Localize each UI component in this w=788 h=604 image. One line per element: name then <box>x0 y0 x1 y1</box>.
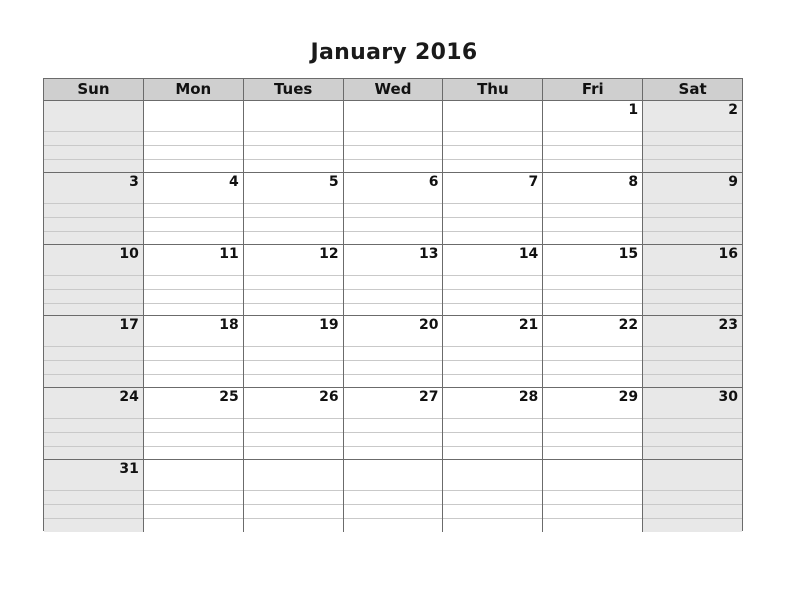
weekday-mon: Mon <box>144 79 244 100</box>
writing-line <box>244 446 343 447</box>
writing-line <box>144 432 243 433</box>
writing-line <box>443 303 542 304</box>
writing-line <box>543 203 642 204</box>
writing-line <box>543 360 642 361</box>
writing-line <box>443 346 542 347</box>
day-cell[interactable] <box>443 460 543 532</box>
writing-line <box>643 203 742 204</box>
day-cell[interactable] <box>244 388 344 459</box>
writing-line <box>244 231 343 232</box>
day-cell[interactable] <box>344 460 444 532</box>
writing-line <box>44 131 143 132</box>
writing-line <box>344 490 443 491</box>
day-number: 29 <box>618 389 639 406</box>
day-cell[interactable] <box>543 101 643 172</box>
writing-line <box>344 217 443 218</box>
day-cell[interactable] <box>643 316 742 387</box>
writing-line <box>144 374 243 375</box>
writing-line <box>344 374 443 375</box>
day-cell[interactable] <box>344 245 444 316</box>
writing-line <box>543 432 642 433</box>
writing-line <box>443 418 542 419</box>
writing-line <box>144 145 243 146</box>
day-number: 15 <box>618 245 639 262</box>
day-cell[interactable] <box>543 316 643 387</box>
writing-line <box>344 360 443 361</box>
day-cell[interactable] <box>643 101 742 172</box>
weekday-fri: Fri <box>543 79 643 100</box>
writing-line <box>44 159 143 160</box>
writing-line <box>543 374 642 375</box>
writing-line <box>443 432 542 433</box>
day-cell[interactable] <box>144 101 244 172</box>
writing-line <box>344 432 443 433</box>
writing-line <box>244 275 343 276</box>
day-number: 16 <box>718 245 739 262</box>
writing-line <box>543 159 642 160</box>
writing-line <box>344 145 443 146</box>
writing-line <box>244 346 343 347</box>
day-cell[interactable] <box>244 316 344 387</box>
weekday-wed: Wed <box>344 79 444 100</box>
day-cell[interactable] <box>244 173 344 244</box>
writing-line <box>44 504 143 505</box>
day-cell[interactable] <box>543 388 643 459</box>
writing-line <box>44 203 143 204</box>
writing-line <box>144 275 243 276</box>
writing-line <box>443 231 542 232</box>
writing-line <box>144 217 243 218</box>
day-number: 17 <box>119 317 139 334</box>
writing-line <box>244 518 343 519</box>
day-number: 18 <box>219 317 239 334</box>
day-cell[interactable] <box>44 388 144 459</box>
writing-line <box>244 504 343 505</box>
day-number: 24 <box>119 389 139 406</box>
day-number: 14 <box>518 245 539 262</box>
calendar-grid <box>43 78 743 531</box>
day-cell[interactable] <box>344 101 444 172</box>
week-row-5 <box>44 388 742 460</box>
writing-line <box>344 346 443 347</box>
writing-line <box>44 346 143 347</box>
day-cell[interactable] <box>244 245 344 316</box>
week-row-2 <box>44 173 742 245</box>
writing-line <box>443 131 542 132</box>
writing-line <box>144 360 243 361</box>
writing-line <box>44 432 143 433</box>
writing-line <box>344 504 443 505</box>
day-cell[interactable] <box>144 245 244 316</box>
writing-line <box>144 159 243 160</box>
writing-line <box>643 432 742 433</box>
day-number: 20 <box>418 317 439 334</box>
writing-line <box>344 159 443 160</box>
day-number: 6 <box>428 173 439 190</box>
weekday-header <box>44 79 742 101</box>
writing-line <box>44 231 143 232</box>
day-cell[interactable] <box>44 173 144 244</box>
writing-line <box>443 518 542 519</box>
writing-line <box>643 446 742 447</box>
day-cell[interactable] <box>643 245 742 316</box>
day-number: 30 <box>718 389 739 406</box>
day-number: 22 <box>618 317 639 334</box>
writing-line <box>44 374 143 375</box>
writing-line <box>643 374 742 375</box>
day-number: 11 <box>219 245 239 262</box>
day-cell[interactable] <box>443 245 543 316</box>
writing-line <box>543 289 642 290</box>
writing-line <box>44 418 143 419</box>
writing-line <box>344 418 443 419</box>
day-cell[interactable] <box>643 173 742 244</box>
day-cell[interactable] <box>144 173 244 244</box>
writing-line <box>543 303 642 304</box>
writing-line <box>543 504 642 505</box>
writing-line <box>244 432 343 433</box>
day-number: 19 <box>319 317 339 334</box>
writing-line <box>144 504 243 505</box>
day-cell[interactable] <box>344 388 444 459</box>
writing-line <box>344 275 443 276</box>
day-number: 3 <box>129 173 139 190</box>
writing-line <box>643 303 742 304</box>
writing-line <box>543 231 642 232</box>
day-number: 28 <box>518 389 539 406</box>
weekday-sat: Sat <box>678 80 707 98</box>
day-cell[interactable] <box>443 101 543 172</box>
day-cell[interactable] <box>543 460 643 532</box>
writing-line <box>144 490 243 491</box>
writing-line <box>344 303 443 304</box>
writing-line <box>344 446 443 447</box>
day-number: 1 <box>628 102 639 118</box>
writing-line <box>144 446 243 447</box>
day-number: 7 <box>528 173 539 190</box>
writing-line <box>543 346 642 347</box>
writing-line <box>443 203 542 204</box>
writing-line <box>44 490 143 491</box>
day-number: 5 <box>328 173 339 190</box>
writing-line <box>244 374 343 375</box>
day-cell[interactable] <box>44 316 144 387</box>
writing-line <box>344 231 443 232</box>
writing-line <box>443 374 542 375</box>
writing-line <box>643 159 742 160</box>
writing-line <box>543 131 642 132</box>
week-row-4 <box>44 316 742 388</box>
writing-line <box>643 346 742 347</box>
writing-line <box>244 490 343 491</box>
writing-line <box>643 518 742 519</box>
writing-line <box>144 131 243 132</box>
writing-line <box>244 159 343 160</box>
writing-line <box>543 275 642 276</box>
writing-line <box>44 303 143 304</box>
day-number: 10 <box>119 245 139 262</box>
writing-line <box>244 203 343 204</box>
writing-line <box>244 217 343 218</box>
writing-line <box>144 231 243 232</box>
day-number: 27 <box>418 389 439 406</box>
writing-line <box>244 145 343 146</box>
day-number: 23 <box>718 317 739 334</box>
writing-line <box>244 303 343 304</box>
writing-line <box>344 131 443 132</box>
writing-line <box>44 518 143 519</box>
day-cell[interactable] <box>44 460 144 532</box>
writing-line <box>443 217 542 218</box>
writing-line <box>244 131 343 132</box>
day-number: 13 <box>418 245 439 262</box>
writing-line <box>44 289 143 290</box>
calendar-title: January 2016 <box>310 40 478 65</box>
day-number: 21 <box>518 317 539 334</box>
writing-line <box>643 131 742 132</box>
weekday-sun: Sun <box>44 79 144 100</box>
writing-line <box>344 203 443 204</box>
writing-line <box>443 360 542 361</box>
writing-line <box>543 518 642 519</box>
day-number: 25 <box>219 389 239 406</box>
day-cell[interactable] <box>443 316 543 387</box>
weekday-tue: Tues <box>244 79 344 100</box>
writing-line <box>144 518 243 519</box>
day-number: 31 <box>119 460 139 477</box>
writing-line <box>443 446 542 447</box>
day-cell[interactable] <box>144 388 244 459</box>
writing-line <box>543 217 642 218</box>
writing-line <box>643 504 742 505</box>
day-cell[interactable] <box>643 460 742 532</box>
writing-line <box>144 303 243 304</box>
writing-line <box>244 418 343 419</box>
writing-line <box>244 289 343 290</box>
writing-line <box>543 418 642 419</box>
day-cell[interactable] <box>144 460 244 532</box>
writing-line <box>144 346 243 347</box>
day-number: 12 <box>319 245 339 262</box>
writing-line <box>643 360 742 361</box>
day-cell[interactable] <box>244 101 344 172</box>
week-row-6 <box>44 460 742 532</box>
writing-line <box>543 145 642 146</box>
day-cell[interactable] <box>643 388 742 459</box>
writing-line <box>643 275 742 276</box>
writing-line <box>344 289 443 290</box>
writing-line <box>543 490 642 491</box>
writing-line <box>643 289 742 290</box>
writing-line <box>643 490 742 491</box>
writing-line <box>643 231 742 232</box>
writing-line <box>144 289 243 290</box>
week-row-1 <box>44 101 742 173</box>
writing-line <box>144 418 243 419</box>
day-cell[interactable] <box>44 245 144 316</box>
writing-line <box>443 490 542 491</box>
writing-line <box>44 145 143 146</box>
writing-line <box>443 289 542 290</box>
day-number: 8 <box>628 173 639 190</box>
day-cell[interactable] <box>543 245 643 316</box>
writing-line <box>443 159 542 160</box>
day-number: 26 <box>319 389 339 406</box>
day-number: 2 <box>728 102 739 118</box>
writing-line <box>443 504 542 505</box>
day-cell[interactable] <box>443 388 543 459</box>
weekday-thu: Thu <box>443 79 543 100</box>
writing-line <box>643 145 742 146</box>
writing-line <box>144 203 243 204</box>
writing-line <box>44 446 143 447</box>
writing-line <box>44 217 143 218</box>
day-cell[interactable] <box>344 316 444 387</box>
writing-line <box>643 418 742 419</box>
day-cell[interactable] <box>44 101 144 172</box>
day-cell[interactable] <box>244 460 344 532</box>
day-number: 4 <box>228 173 239 190</box>
writing-line <box>44 360 143 361</box>
day-number: 9 <box>728 173 739 190</box>
writing-line <box>543 446 642 447</box>
writing-line <box>244 360 343 361</box>
writing-line <box>643 217 742 218</box>
day-cell[interactable] <box>344 173 444 244</box>
day-cell[interactable] <box>543 173 643 244</box>
day-cell[interactable] <box>144 316 244 387</box>
writing-line <box>443 275 542 276</box>
writing-line <box>344 518 443 519</box>
week-row-3 <box>44 245 742 317</box>
day-cell[interactable] <box>443 173 543 244</box>
writing-line <box>44 275 143 276</box>
writing-line <box>443 145 542 146</box>
